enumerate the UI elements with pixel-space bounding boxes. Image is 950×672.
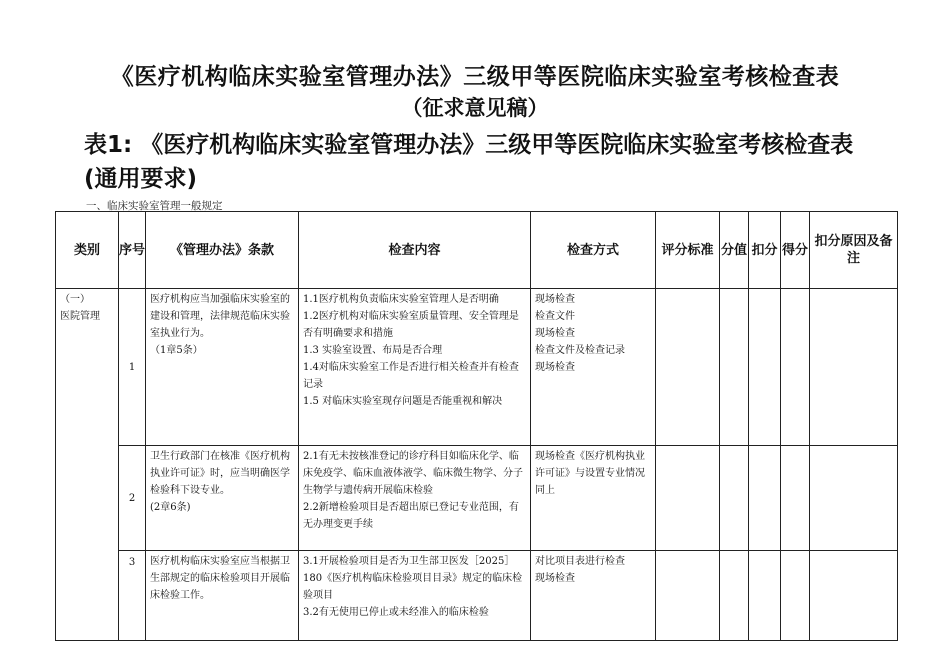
clause-text: 卫生行政部门在核准《医疗机构执业许可证》时，应当明确医学检验科下设专业。 (2章6条) — [150, 451, 290, 513]
inspection-table — [55, 211, 898, 641]
standard-cell — [656, 289, 720, 446]
header-clause: 《管理办法》条款 — [146, 212, 299, 289]
got-cell — [781, 446, 810, 551]
deduct-cell — [749, 446, 781, 551]
deduct-cell — [749, 551, 781, 641]
content-text: 3.1开展检验项目是否为卫生部卫医发［2025］180《医疗机构临床检验项目目录》规定的临床检验项目 3.2有无使用已停止或未经准入的临床检验 — [303, 556, 523, 618]
category-text: （一） 医院管理 — [60, 294, 100, 322]
score-cell — [720, 551, 749, 641]
remark-cell — [810, 446, 898, 551]
method-text: 现场检查《医疗机构执业许可证》与设置专业情况 同上 — [535, 451, 645, 496]
table-header-row — [56, 212, 898, 289]
score-cell — [720, 289, 749, 446]
content-cell — [299, 289, 531, 446]
got-cell — [781, 289, 810, 446]
clause-cell — [146, 289, 299, 446]
method-cell — [531, 289, 656, 446]
clause-cell — [146, 446, 299, 551]
header-got: 得分 — [781, 212, 810, 289]
clause-cell — [146, 551, 299, 641]
score-cell — [720, 446, 749, 551]
content-cell — [299, 551, 531, 641]
method-cell — [531, 551, 656, 641]
table-row — [56, 289, 898, 446]
got-cell — [781, 551, 810, 641]
header-content: 检查内容 — [299, 212, 531, 289]
remark-cell — [810, 289, 898, 446]
document-title: 《医疗机构临床实验室管理办法》三级甲等医院临床实验室考核检查表 — [110, 64, 840, 90]
header-deduct: 扣分 — [749, 212, 781, 289]
header-standard: 评分标准 — [656, 212, 720, 289]
method-text: 对比项目表进行检查 现场检查 — [535, 556, 625, 584]
row-number: 1 — [119, 289, 146, 446]
remark-cell — [810, 551, 898, 641]
standard-cell — [656, 551, 720, 641]
header-method: 检查方式 — [531, 212, 656, 289]
table-heading: 表1: 《医疗机构临床实验室管理办法》三级甲等医院临床实验室考核检查表(通用要求) — [84, 132, 854, 192]
method-cell — [531, 446, 656, 551]
content-text: 2.1有无未按核准登记的诊疗科目如临床化学、临床免疫学、临床血液体液学、临床微生物学、分子生物学与遗传病开展临床检验 2.2新增检验项目是否超出原已登记专业范围，有无办理变更手续 — [303, 451, 523, 530]
clause-text: 医疗机构应当加强临床实验室的建设和管理，法律规范临床实验室执业行为。 （1章5条） — [150, 294, 290, 356]
table-row — [56, 551, 898, 641]
header-score: 分值 — [720, 212, 749, 289]
row-number: 3 — [119, 551, 146, 641]
section-label: 一、临床实验室管理一般规定 — [86, 200, 223, 212]
deduct-cell — [749, 289, 781, 446]
standard-cell — [656, 446, 720, 551]
clause-text: 医疗机构临床实验室应当根据卫生部规定的临床检验项目开展临床检验工作。 — [150, 556, 290, 601]
table-row — [56, 446, 898, 551]
content-text: 1.1医疗机构负责临床实验室管理人是否明确 1.2医疗机构对临床实验室质量管理、安全管理是否有明确要求和措施 1.3 实验室设置、布局是否合理 1.4对临床实验室工作是否进行相关检查并有检查记录 1.5 对临床实验室现存问题是否能重视和解决 — [303, 294, 519, 407]
header-no: 序号 — [119, 212, 146, 289]
document-subtitle: （征求意见稿） — [401, 96, 549, 120]
header-category: 类别 — [56, 212, 119, 289]
row-number: 2 — [119, 446, 146, 551]
header-remark: 扣分原因及备注 — [810, 212, 898, 289]
category-cell — [56, 289, 119, 641]
method-text: 现场检查 检查文件 现场检查 检查文件及检查记录 现场检查 — [535, 294, 625, 373]
content-cell — [299, 446, 531, 551]
